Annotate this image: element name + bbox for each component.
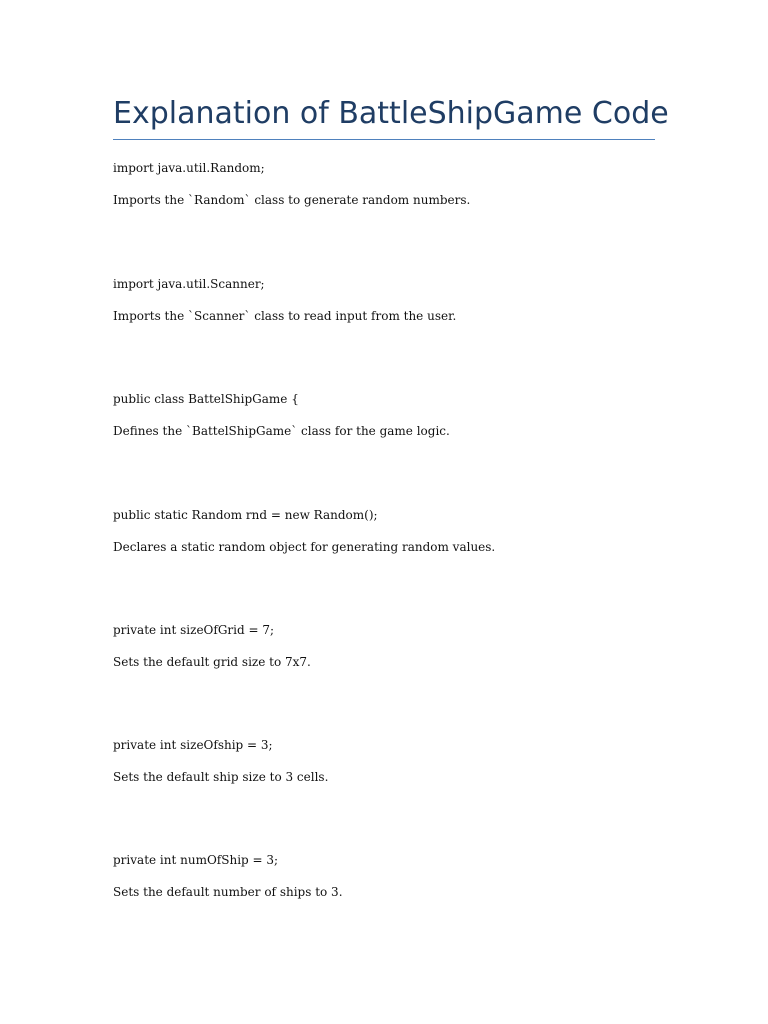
explanation-line: Defines the `BattelShipGame` class for the game logic.: [113, 424, 450, 438]
entry-grid-size: [113, 622, 673, 670]
explanation-line: Sets the default grid size to 7x7.: [113, 655, 311, 669]
entry-import-scanner: [113, 276, 673, 324]
entry-ship-count: [113, 852, 673, 900]
entry-import-random: [113, 160, 673, 208]
code-line: public static Random rnd = new Random();: [113, 508, 378, 522]
explanation-line: Declares a static random object for generating random values.: [113, 540, 496, 554]
code-line: import java.util.Random;: [113, 161, 265, 175]
explanation-line: Sets the default ship size to 3 cells.: [113, 770, 329, 784]
code-line: private int numOfShip = 3;: [113, 853, 279, 867]
title-underline: [113, 139, 655, 140]
explanation-line: Imports the `Random` class to generate random numbers.: [113, 193, 471, 207]
entry-random-field: [113, 507, 673, 555]
explanation-line: Sets the default number of ships to 3.: [113, 885, 343, 899]
code-line: private int sizeOfship = 3;: [113, 738, 273, 752]
document-title: Explanation of BattleShipGame Code: [113, 96, 669, 131]
code-line: private int sizeOfGrid = 7;: [113, 623, 275, 637]
explanation-line: Imports the `Scanner` class to read input from the user.: [113, 309, 457, 323]
entry-ship-size: [113, 737, 673, 785]
code-line: public class BattelShipGame {: [113, 392, 299, 406]
code-line: import java.util.Scanner;: [113, 277, 265, 291]
entry-class-declaration: [113, 391, 673, 439]
